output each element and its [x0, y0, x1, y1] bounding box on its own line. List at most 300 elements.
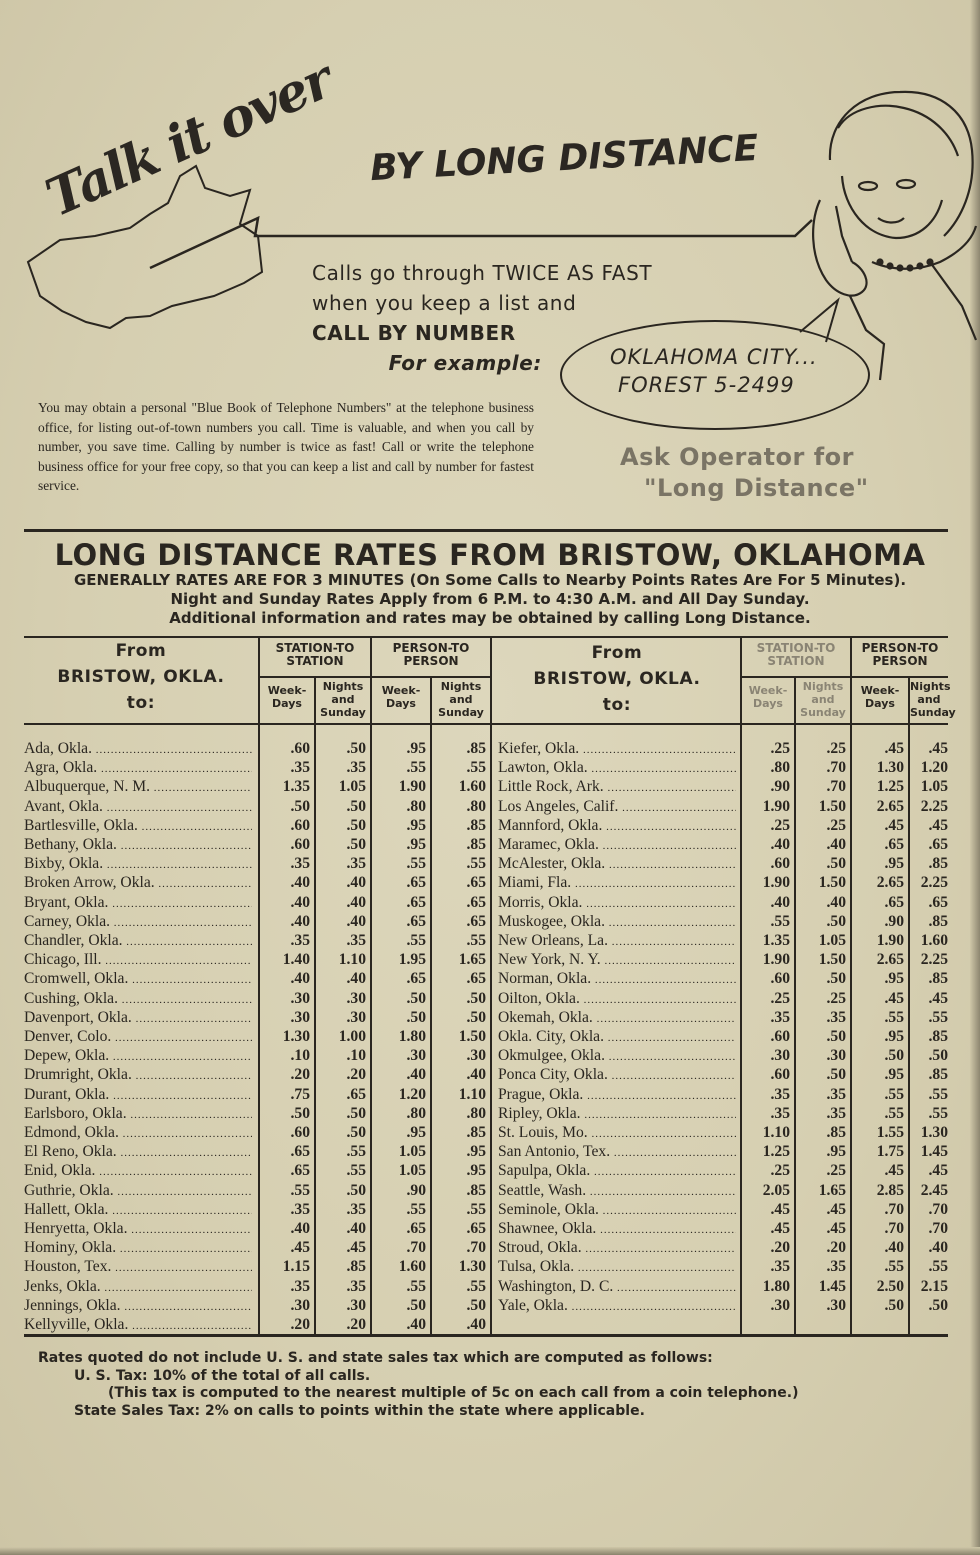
station-night-rate: 1.50	[818, 951, 846, 969]
person-weekday-rate: .50	[884, 1047, 904, 1065]
table-row	[498, 950, 948, 969]
table-row	[24, 969, 486, 988]
person-weekday-rate: .50	[406, 1008, 426, 1026]
station-weekday-rate: .60	[770, 855, 790, 873]
right-header-from-block	[494, 640, 740, 718]
person-weekday-rate: 1.25	[876, 778, 904, 796]
person-night-rate: .65	[466, 1220, 486, 1237]
city-name: Oilton, Okla. .....	[498, 989, 736, 1010]
city-name: Jenks, Okla. .....	[24, 1277, 252, 1298]
rates-table	[24, 636, 956, 1336]
city-name: Denver, Colo. .....	[24, 1027, 252, 1048]
station-night-rate: 1.50	[818, 874, 846, 892]
person-night-rate: .85	[928, 1028, 948, 1045]
person-night-rate: .80	[466, 797, 486, 815]
station-weekday-rate: .35	[290, 1200, 310, 1218]
person-weekday-rate: .90	[884, 912, 904, 930]
city-name: Muskogee, Okla. .....	[498, 912, 736, 933]
city-name: Earlsboro, Okla. .....	[24, 1104, 252, 1125]
station-weekday-rate: .20	[290, 1066, 310, 1084]
person-weekday-rate: .95	[884, 855, 904, 873]
person-night-rate: .65	[466, 970, 486, 988]
station-night-rate: .40	[346, 970, 366, 988]
footer-line-4: State Sales Tax: 2% on calls to points within the state where applicable.	[74, 1402, 645, 1419]
person-night-rate: .70	[466, 1239, 486, 1257]
person-night-rate: 1.60	[920, 932, 948, 949]
person-weekday-rate: .50	[406, 989, 426, 1007]
person-weekday-rate: .70	[406, 1239, 426, 1257]
person-night-rate: .65	[466, 912, 486, 930]
city-name: Cromwell, Okla. .....	[24, 969, 252, 990]
table-row	[24, 1181, 486, 1200]
right-header-to: to:	[602, 695, 632, 715]
station-weekday-rate: .60	[290, 740, 310, 757]
table-row	[498, 777, 948, 796]
station-night-rate: .20	[346, 1066, 366, 1084]
station-weekday-rate: .65	[290, 1162, 310, 1180]
city-name: Henryetta, Okla. .....	[24, 1219, 252, 1240]
table-row	[498, 969, 948, 988]
headline-bold: BY LONG DISTANCE	[369, 127, 760, 190]
person-weekday-rate: .50	[884, 1296, 904, 1314]
city-name: Seattle, Wash. .....	[498, 1181, 736, 1202]
station-night-rate: 1.10	[338, 951, 366, 969]
person-night-rate: .50	[466, 989, 486, 1007]
city-name: El Reno, Okla. .....	[24, 1142, 252, 1163]
table-row	[24, 1296, 486, 1315]
station-night-rate: .25	[826, 740, 846, 757]
left-header-person: PERSON-TO PERSON	[392, 641, 470, 668]
city-name: Enid, Okla. .....	[24, 1161, 252, 1182]
city-name: Kellyville, Okla. .....	[24, 1315, 252, 1336]
station-weekday-rate: .75	[290, 1085, 310, 1103]
station-weekday-rate: .35	[290, 932, 310, 949]
person-night-rate: .30	[466, 1047, 486, 1065]
table-row	[498, 1238, 948, 1257]
table-row	[498, 1161, 948, 1180]
station-weekday-rate: .45	[770, 1220, 790, 1237]
table-row	[24, 1046, 486, 1065]
person-weekday-rate: .95	[406, 836, 426, 853]
station-night-rate: .10	[346, 1047, 366, 1065]
person-weekday-rate: .55	[406, 1200, 426, 1218]
person-night-rate: .85	[466, 740, 486, 757]
station-weekday-rate: .35	[770, 1104, 790, 1122]
person-night-rate: .45	[928, 816, 948, 834]
station-night-rate: .30	[826, 1296, 846, 1314]
station-night-rate: .85	[346, 1258, 366, 1276]
station-weekday-rate: .60	[290, 816, 310, 834]
table-row	[24, 912, 486, 931]
rates-sub-line-2: Night and Sunday Rates Apply from 6 P.M. to 4:30 A.M. and All Day Sunday.	[170, 590, 810, 608]
city-name: Bryant, Okla. .....	[24, 893, 252, 914]
person-weekday-rate: .80	[406, 797, 426, 815]
center-divider	[490, 636, 492, 1334]
station-weekday-rate: .60	[290, 1124, 310, 1141]
station-night-rate: 1.00	[338, 1028, 366, 1045]
person-weekday-rate: 1.90	[876, 932, 904, 949]
station-night-rate: .35	[346, 759, 366, 777]
city-name: New Orleans, La. .....	[498, 931, 736, 952]
page-edge-bottom	[0, 1547, 980, 1555]
city-name: St. Louis, Mo. .....	[498, 1123, 736, 1144]
city-name: Houston, Tex. .....	[24, 1257, 252, 1278]
city-name: Ripley, Okla. .....	[498, 1104, 736, 1125]
city-name: Hallett, Okla. .....	[24, 1200, 252, 1221]
person-night-rate: .40	[466, 1316, 486, 1333]
city-name: Prague, Okla. .....	[498, 1085, 736, 1106]
table-row	[24, 777, 486, 796]
person-night-rate: 1.30	[920, 1124, 948, 1141]
station-night-rate: .70	[826, 778, 846, 796]
table-row	[498, 1200, 948, 1219]
station-weekday-rate: .80	[770, 759, 790, 777]
station-night-rate: .20	[346, 1316, 366, 1333]
city-name: Edmond, Okla. .....	[24, 1123, 252, 1144]
person-night-rate: .45	[928, 989, 948, 1007]
person-night-rate: .70	[928, 1220, 948, 1237]
station-night-rate: .50	[826, 855, 846, 873]
person-weekday-rate: .95	[406, 816, 426, 834]
city-name: Kiefer, Okla. .....	[498, 739, 736, 760]
station-night-rate: .40	[826, 893, 846, 911]
footer-line-1: Rates quoted do not include U. S. and state sales tax which are computed as follows:	[38, 1350, 713, 1366]
city-name: Albuquerque, N. M. .....	[24, 777, 252, 798]
person-weekday-rate: 2.65	[876, 874, 904, 892]
tax-footnote	[38, 1350, 918, 1420]
station-night-rate: .25	[826, 816, 846, 834]
right-header-station: STATION-TO STATION	[756, 641, 836, 668]
station-night-rate: .50	[826, 1028, 846, 1045]
table-row	[498, 1181, 948, 1200]
person-weekday-rate: 1.90	[398, 778, 426, 796]
table-row	[498, 816, 948, 835]
table-row	[498, 1008, 948, 1027]
station-night-rate: .50	[826, 970, 846, 988]
person-weekday-rate: .40	[406, 1066, 426, 1084]
table-row	[498, 1027, 948, 1046]
city-name: Chicago, Ill. .....	[24, 950, 252, 971]
person-weekday-rate: .65	[884, 893, 904, 911]
table-row	[498, 1257, 948, 1276]
person-weekday-rate: 2.65	[876, 797, 904, 815]
table-row	[24, 797, 486, 816]
station-weekday-rate: .35	[290, 1277, 310, 1295]
person-night-rate: .55	[466, 932, 486, 949]
person-weekday-rate: .70	[884, 1220, 904, 1237]
station-night-rate: 1.45	[818, 1277, 846, 1295]
city-name: Seminole, Okla. .....	[498, 1200, 736, 1221]
station-weekday-rate: .35	[290, 855, 310, 873]
station-weekday-rate: .40	[290, 1220, 310, 1237]
city-name: Sapulpa, Okla. .....	[498, 1161, 736, 1182]
left-header-from: From	[115, 641, 167, 661]
lead-line-2: when you keep a list and	[312, 291, 577, 315]
table-row	[24, 1104, 486, 1123]
person-night-rate: .50	[928, 1047, 948, 1065]
person-weekday-rate: .90	[406, 1181, 426, 1199]
person-weekday-rate: 1.95	[398, 951, 426, 969]
person-weekday-rate: .65	[406, 912, 426, 930]
person-night-rate: .55	[466, 1277, 486, 1295]
city-name: Lawton, Okla. .....	[498, 758, 736, 779]
station-weekday-rate: 1.10	[762, 1124, 790, 1141]
table-row	[24, 1315, 486, 1334]
city-name: Depew, Okla. .....	[24, 1046, 252, 1067]
station-night-rate: .50	[826, 1066, 846, 1084]
city-name: Guthrie, Okla. .....	[24, 1181, 252, 1202]
station-weekday-rate: 1.15	[282, 1258, 310, 1276]
rates-sub-line-3: Additional information and rates may be obtained by calling Long Distance.	[169, 609, 811, 627]
ask-line-2: "Long Distance"	[644, 474, 869, 502]
station-weekday-rate: .10	[290, 1047, 310, 1065]
station-weekday-rate: .30	[770, 1296, 790, 1314]
table-row	[24, 931, 486, 950]
person-night-rate: 2.45	[920, 1181, 948, 1199]
person-night-rate: 2.25	[920, 797, 948, 815]
right-header-bristow: BRISTOW, OKLA.	[533, 669, 701, 689]
left-sub-week-1: Week-Days	[267, 684, 307, 710]
station-night-rate: .50	[346, 816, 366, 834]
table-row	[498, 758, 948, 777]
person-night-rate: .40	[466, 1066, 486, 1084]
left-header-to: to:	[126, 693, 156, 713]
right-sub-nights-1: Nights and Sunday	[800, 680, 846, 719]
city-name: Chandler, Okla. .....	[24, 931, 252, 952]
person-weekday-rate: .45	[884, 1162, 904, 1180]
station-weekday-rate: .45	[290, 1239, 310, 1257]
city-name: Washington, D. C. .....	[498, 1277, 736, 1298]
station-weekday-rate: .35	[770, 1008, 790, 1026]
city-name: Bartlesville, Okla. .....	[24, 816, 252, 837]
table-row	[498, 1104, 948, 1123]
station-weekday-rate: .60	[290, 836, 310, 853]
station-night-rate: 1.05	[338, 778, 366, 796]
station-night-rate: .35	[826, 1104, 846, 1122]
person-night-rate: .85	[466, 816, 486, 834]
person-weekday-rate: .55	[884, 1258, 904, 1276]
person-night-rate: .85	[466, 836, 486, 853]
person-weekday-rate: .70	[884, 1200, 904, 1218]
station-night-rate: .50	[346, 1104, 366, 1122]
station-weekday-rate: .60	[770, 970, 790, 988]
table-row	[24, 1238, 486, 1257]
person-night-rate: .55	[928, 1008, 948, 1026]
person-night-rate: .85	[466, 1124, 486, 1141]
table-row	[24, 1123, 486, 1142]
station-night-rate: .40	[346, 1220, 366, 1237]
table-row	[498, 1046, 948, 1065]
city-name: Okla. City, Okla. .....	[498, 1027, 736, 1048]
left-header-station: STATION-TO STATION	[275, 641, 355, 668]
table-row	[24, 989, 486, 1008]
city-name: Yale, Okla. .....	[498, 1296, 736, 1317]
person-weekday-rate: 1.05	[398, 1143, 426, 1161]
table-row	[498, 797, 948, 816]
table-row	[24, 1027, 486, 1046]
station-night-rate: .45	[826, 1200, 846, 1218]
city-name: Ada, Okla. .....	[24, 739, 252, 760]
person-weekday-rate: 2.65	[876, 951, 904, 969]
city-name: Los Angeles, Calif. .....	[498, 797, 736, 818]
station-weekday-rate: 1.35	[282, 778, 310, 796]
table-row	[498, 1085, 948, 1104]
city-name: Mannford, Okla. .....	[498, 816, 736, 837]
right-header-from: From	[591, 643, 643, 663]
person-night-rate: .95	[466, 1143, 486, 1161]
person-weekday-rate: .65	[406, 970, 426, 988]
station-night-rate: .50	[346, 797, 366, 815]
person-night-rate: .85	[928, 855, 948, 873]
station-weekday-rate: .30	[290, 1296, 310, 1314]
left-sub-nights-1: Nights and Sunday	[320, 680, 366, 719]
city-name: Cushing, Okla. .....	[24, 989, 252, 1010]
city-name: Broken Arrow, Okla. .....	[24, 873, 252, 894]
city-name: Carney, Okla. .....	[24, 912, 252, 933]
lead-line-4: For example:	[388, 351, 542, 375]
person-night-rate: .55	[928, 1085, 948, 1103]
person-night-rate: .55	[466, 855, 486, 873]
person-weekday-rate: .55	[884, 1104, 904, 1122]
station-night-rate: .35	[826, 1085, 846, 1103]
station-weekday-rate: 1.90	[762, 797, 790, 815]
station-night-rate: .20	[826, 1239, 846, 1257]
person-weekday-rate: .65	[406, 893, 426, 911]
city-name: San Antonio, Tex. .....	[498, 1142, 736, 1163]
station-night-rate: .35	[346, 1200, 366, 1218]
person-night-rate: 1.50	[458, 1028, 486, 1045]
table-row	[498, 1142, 948, 1161]
city-name: Ponca City, Okla. .....	[498, 1065, 736, 1086]
city-name: Bixby, Okla. .....	[24, 854, 252, 875]
station-weekday-rate: .65	[290, 1143, 310, 1161]
station-weekday-rate: .40	[290, 912, 310, 930]
station-weekday-rate: .40	[770, 893, 790, 911]
station-weekday-rate: 1.90	[762, 951, 790, 969]
station-weekday-rate: .20	[770, 1239, 790, 1257]
person-night-rate: 1.20	[920, 759, 948, 777]
station-night-rate: 1.50	[818, 797, 846, 815]
station-weekday-rate: .25	[770, 740, 790, 757]
right-sub-week-2: Week-Days	[860, 684, 900, 710]
table-row	[498, 873, 948, 892]
person-weekday-rate: .95	[884, 1028, 904, 1045]
footer-line-2: U. S. Tax: 10% of the total of all calls.	[74, 1367, 371, 1384]
table-row	[24, 1008, 486, 1027]
person-night-rate: .65	[466, 874, 486, 892]
rates-sub-line-1: GENERALLY RATES ARE FOR 3 MINUTES (On Some Calls to Nearby Points Rates Are For 5 Minutes).	[73, 571, 907, 589]
table-row	[498, 854, 948, 873]
person-weekday-rate: .65	[884, 836, 904, 853]
station-weekday-rate: .55	[290, 1181, 310, 1199]
table-row	[498, 989, 948, 1008]
station-night-rate: .50	[346, 740, 366, 757]
left-sub-nights-2: Nights and Sunday	[438, 680, 484, 719]
station-weekday-rate: .35	[770, 1258, 790, 1276]
headline-script: Talk it over	[37, 49, 341, 229]
station-weekday-rate: .30	[290, 1008, 310, 1026]
person-weekday-rate: 1.75	[876, 1143, 904, 1161]
city-name: McAlester, Okla. .....	[498, 854, 736, 875]
person-weekday-rate: .45	[884, 740, 904, 757]
lead-line-1: Calls go through TWICE AS FAST	[312, 261, 653, 285]
table-row	[24, 1277, 486, 1296]
station-weekday-rate: 1.80	[762, 1277, 790, 1295]
table-row	[498, 912, 948, 931]
station-weekday-rate: .25	[770, 816, 790, 834]
station-night-rate: .85	[826, 1124, 846, 1141]
city-name: Tulsa, Okla. .....	[498, 1257, 736, 1278]
city-name: Drumright, Okla. .....	[24, 1065, 252, 1086]
person-weekday-rate: .45	[884, 989, 904, 1007]
person-weekday-rate: .40	[406, 1316, 426, 1333]
table-row	[24, 1142, 486, 1161]
station-weekday-rate: .35	[290, 759, 310, 777]
station-night-rate: .30	[346, 989, 366, 1007]
person-weekday-rate: .95	[884, 970, 904, 988]
footer-line-3: (This tax is computed to the nearest multiple of 5c on each call from a coin telephone.)	[108, 1385, 799, 1401]
city-name: Jennings, Okla. .....	[24, 1296, 252, 1317]
station-night-rate: .35	[346, 932, 366, 949]
table-row	[24, 893, 486, 912]
person-weekday-rate: .95	[406, 1124, 426, 1141]
station-night-rate: .45	[346, 1239, 366, 1257]
station-weekday-rate: .30	[770, 1047, 790, 1065]
station-weekday-rate: .55	[770, 912, 790, 930]
person-weekday-rate: .95	[406, 740, 426, 757]
person-weekday-rate: 1.60	[398, 1258, 426, 1276]
city-name: Morris, Okla. .....	[498, 893, 736, 914]
person-night-rate: .55	[466, 759, 486, 777]
table-header-rule	[24, 723, 948, 725]
station-night-rate: .50	[346, 836, 366, 853]
person-night-rate: .55	[928, 1104, 948, 1122]
person-night-rate: .45	[928, 740, 948, 757]
station-weekday-rate: .25	[770, 989, 790, 1007]
table-row	[24, 1257, 486, 1276]
person-night-rate: .65	[928, 893, 948, 911]
person-night-rate: 1.05	[920, 778, 948, 796]
person-night-rate: .85	[928, 1066, 948, 1084]
intro-paragraph: You may obtain a personal "Blue Book of Telephone Numbers" at the telephone business office, for listing out-of-town numbers you call. Time is valuable, and when you call by number, you save time. Calling by number is twice as fast! Call or write the telephone business office for your free copy, so that you can keep a list and call by number for fastest service.	[38, 400, 534, 493]
station-night-rate: .40	[826, 836, 846, 853]
city-name: Okmulgee, Okla. .....	[498, 1046, 736, 1067]
station-night-rate: .40	[346, 912, 366, 930]
person-weekday-rate: .55	[884, 1008, 904, 1026]
person-night-rate: .65	[928, 836, 948, 853]
station-night-rate: .25	[826, 989, 846, 1007]
station-weekday-rate: .40	[290, 893, 310, 911]
table-row	[24, 816, 486, 835]
right-sub-week-1: Week-Days	[748, 684, 788, 710]
station-night-rate: .35	[346, 1277, 366, 1295]
rates-title: LONG DISTANCE RATES FROM BRISTOW, OKLAHOMA	[54, 538, 926, 572]
person-weekday-rate: .55	[884, 1085, 904, 1103]
station-night-rate: .50	[346, 1124, 366, 1141]
person-weekday-rate: 1.05	[398, 1162, 426, 1180]
person-weekday-rate: 1.20	[398, 1085, 426, 1103]
advertisement	[0, 0, 980, 530]
table-row	[24, 1219, 486, 1238]
person-night-rate: .50	[928, 1296, 948, 1314]
city-name: Norman, Okla. .....	[498, 969, 736, 990]
table-row	[24, 835, 486, 854]
person-night-rate: .85	[466, 1181, 486, 1199]
station-night-rate: .40	[346, 893, 366, 911]
person-weekday-rate: 2.85	[876, 1181, 904, 1199]
city-name: Avant, Okla. .....	[24, 797, 252, 818]
person-night-rate: .80	[466, 1104, 486, 1122]
